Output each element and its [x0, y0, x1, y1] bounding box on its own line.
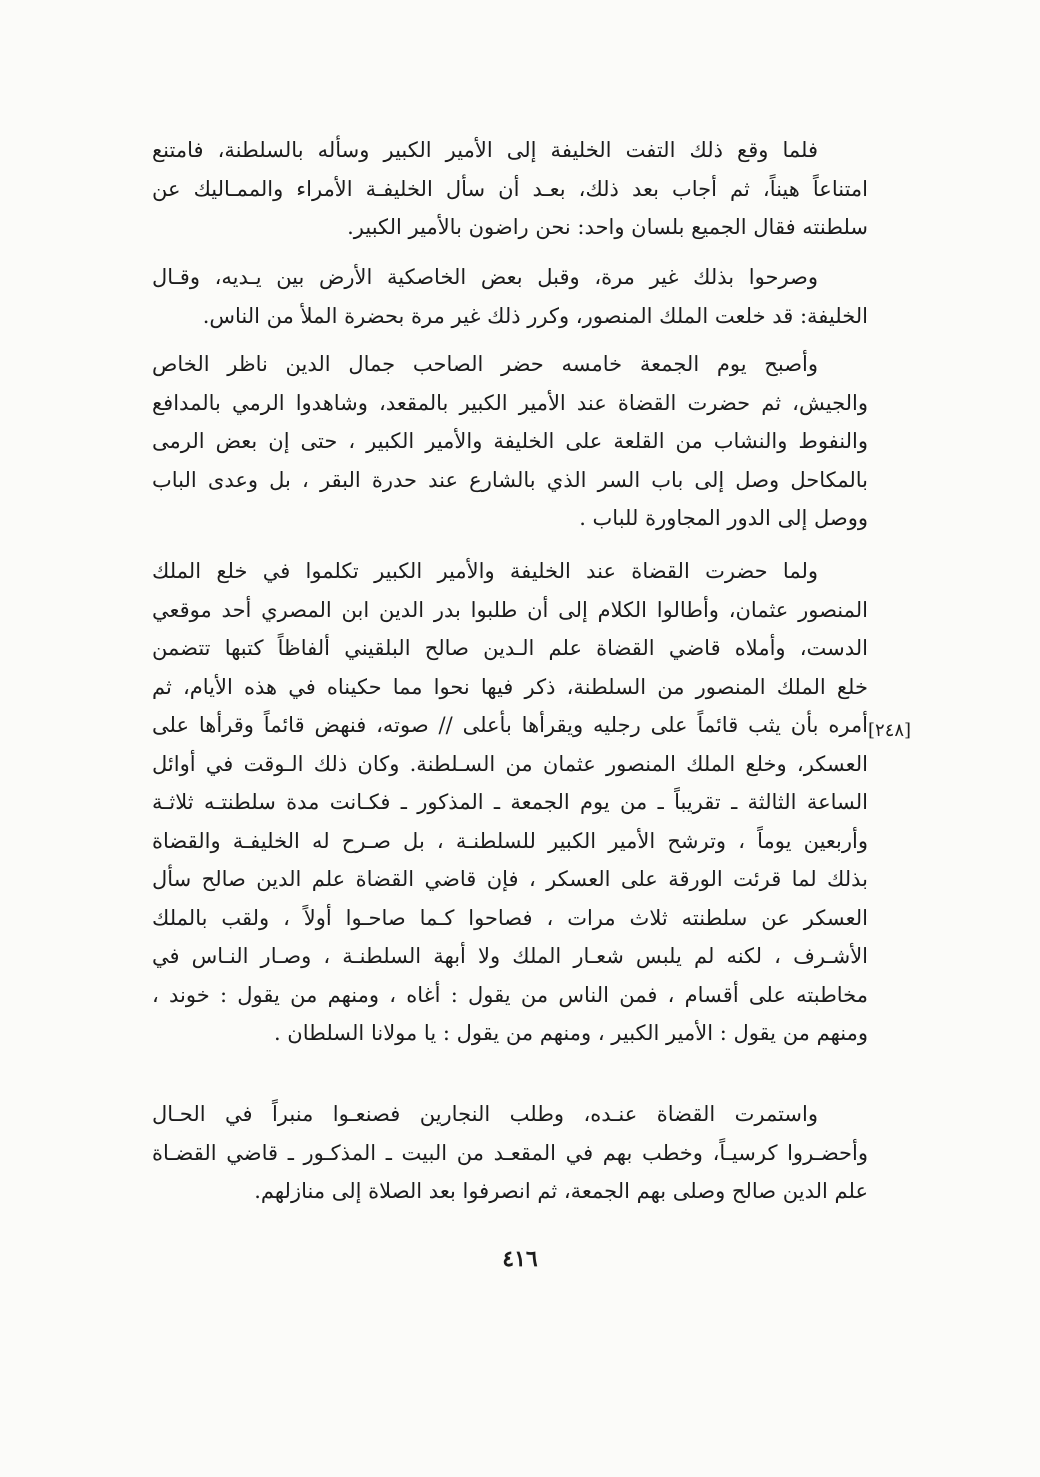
- paragraph-5: [152, 1095, 868, 1211]
- text-line: بالمكاحل وصل إلى باب السر الذي بالشارع عند حدرة البقر ، بل وعدى الباب: [152, 467, 868, 492]
- text-line: ووصل إلى الدور المجاورة للباب .: [579, 506, 868, 530]
- paragraph-3: [152, 345, 868, 538]
- text-line: بذلك لما قرئت الورقة على العسكر ، فإن قاضي القضاة علم الدين صالح سأل: [152, 867, 868, 891]
- text-line: العسكر، وخلع الملك المنصور عثمان من السـلطنة. وكان ذلك الـوقت في أوائل: [152, 751, 868, 776]
- text-line: المنصور عثمان، وأطالوا الكلام إلى أن طلبوا بدر الدين ابن المصري أحد موقعي: [152, 597, 868, 622]
- text-line: ولما حضرت القضاة عند الخليفة والأمير الكبير تكلموا في خلع الملك: [152, 559, 818, 583]
- text-line: الأشـرف ، لكنه لم يلبس شعـار الملك ولا أبهة السلطنـة ، وصـار النـاس في: [152, 944, 868, 968]
- margin-page-reference: [٢٤٨]: [868, 720, 912, 741]
- text-line: الخليفة: قد خلعت الملك المنصور، وكرر ذلك غير مرة بحضرة الملأ من الناس.: [202, 303, 868, 328]
- text-line: وأحضـروا كرسيـاً، وخطب بهم في المقعـد من البيت ـ المذكـور ـ قاضي القضـاة: [152, 1140, 868, 1165]
- text-line: أمره بأن يثب قائماً على رجليه ويقرأها بأعلى // صوته، فنهض قائماً وقرأها على: [152, 713, 868, 737]
- text-line: علم الدين صالح وصلى بهم الجمعة، ثم انصرفوا بعد الصلاة إلى منازلهم.: [254, 1179, 868, 1203]
- text-line: وصرحوا بذلك غير مرة، وقبل بعض الخاصكية الأرض بين يـديه، وقـال: [152, 265, 818, 289]
- text-line: العسكر عن سلطنته ثلاث مرات ، فصاحوا كـما صاحـوا أولاً ، ولقب بالملك: [152, 905, 868, 930]
- text-line: مخاطبته على أقسام ، فمن الناس من يقول : أغاه ، ومنهم من يقول : خوند ،: [152, 982, 868, 1007]
- text-line: والجيش، ثم حضرت القضاة عند الأمير الكبير بالمقعد، وشاهدوا الرمي بالمدافع: [152, 390, 868, 415]
- text-line: وأصبح يوم الجمعة خامسه حضر الصاحب جمال الدين ناظر الخاص: [152, 352, 818, 376]
- page-number: ٤١٦: [502, 1246, 538, 1272]
- paragraph-4: [152, 552, 868, 1053]
- text-line: خلع الملك المنصور من السلطنة، ذكر فيها نحوا مما حكيناه في هذه الأيام، ثم: [152, 674, 868, 699]
- text-line: وأربعين يوماً ، وترشح الأمير الكبير للسلطنـة ، بل صـرح له الخليفـة والقضاة: [152, 828, 868, 853]
- text-line: الساعة الثالثة ـ تقريباً ـ من يوم الجمعة ـ المذكور ـ فكـانت مدة سلطنتـه ثلاثـة: [152, 790, 868, 814]
- paragraph-2: [152, 258, 868, 335]
- text-line: واستمرت القضاة عنـده، وطلب النجارين فصنعـوا منبراً في الحـال: [152, 1102, 818, 1126]
- paragraph-1: [152, 131, 868, 247]
- text-line: ومنهم من يقول : الأمير الكبير ، ومنهم من يقول : يا مولانا السلطان .: [273, 1021, 868, 1045]
- text-line: فلما وقع ذلك التفت الخليفة إلى الأمير الكبير وسأله بالسلطنة، فامتنع: [152, 138, 818, 162]
- text-line: والنفوط والنشاب من القلعة على الخليفة والأمير الكبير ، حتى إن بعض الرمى: [152, 429, 868, 453]
- text-line: الدست، وأملاه قاضي القضاة علم الـدين صالح البلقيني ألفاظاً كتبها تتضمن: [152, 636, 868, 660]
- text-line: سلطنته فقال الجميع بلسان واحد: نحن راضون بالأمير الكبير.: [347, 215, 868, 239]
- text-line: امتناعاً هيناً، ثم أجاب بعد ذلك، بعـد أن سأل الخليفـة الأمراء والممـاليك عن: [152, 176, 868, 201]
